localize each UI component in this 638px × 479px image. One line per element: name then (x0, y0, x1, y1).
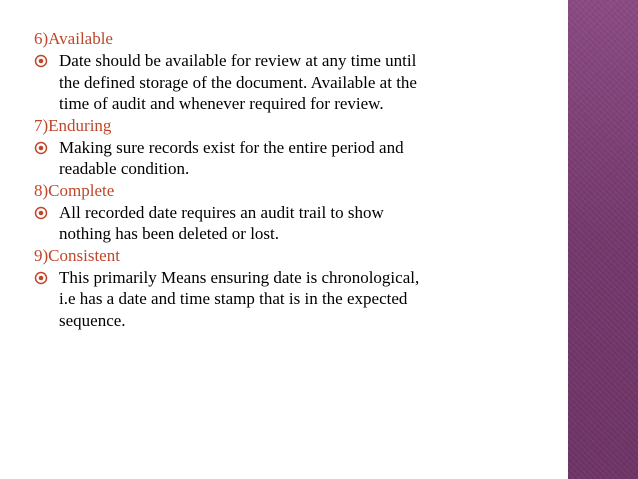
bullet-line: Date should be available for review at any time until (59, 51, 417, 70)
bullet-item (34, 202, 554, 245)
bullet-line: Making sure records exist for the entire period and (59, 137, 404, 157)
target-bullet-icon (34, 267, 52, 289)
decorative-sidebar (568, 0, 638, 479)
target-bullet-icon (34, 202, 52, 224)
bullet-line: This primarily Means ensuring date is chronological, (59, 267, 420, 287)
bullet-line: i.e has a date and time stamp that is in the expected (59, 289, 408, 308)
bullet-line: sequence. (59, 310, 126, 330)
slide-content (34, 28, 554, 331)
bullet-item (34, 137, 554, 180)
bullet-item (34, 50, 554, 115)
bullet-line: All recorded date requires an audit trail to show (59, 202, 384, 222)
bullet-line: time of audit and whenever required for review. (59, 94, 384, 113)
section-consistent (34, 245, 554, 332)
section-heading: 6)Available (34, 29, 113, 48)
bullet-line: the defined storage of the document. Available at the (59, 72, 417, 92)
bullet-line: readable condition. (59, 159, 190, 178)
target-bullet-icon (34, 50, 52, 72)
section-heading: 9)Consistent (34, 245, 120, 265)
bullet-item (34, 267, 554, 332)
section-complete (34, 180, 554, 245)
bullet-line: nothing has been deleted or lost. (59, 224, 280, 243)
section-heading: 7)Enduring (34, 115, 112, 135)
section-enduring (34, 115, 554, 180)
target-bullet-icon (34, 137, 52, 159)
section-available (34, 28, 554, 115)
section-heading: 8)Complete (34, 180, 115, 200)
